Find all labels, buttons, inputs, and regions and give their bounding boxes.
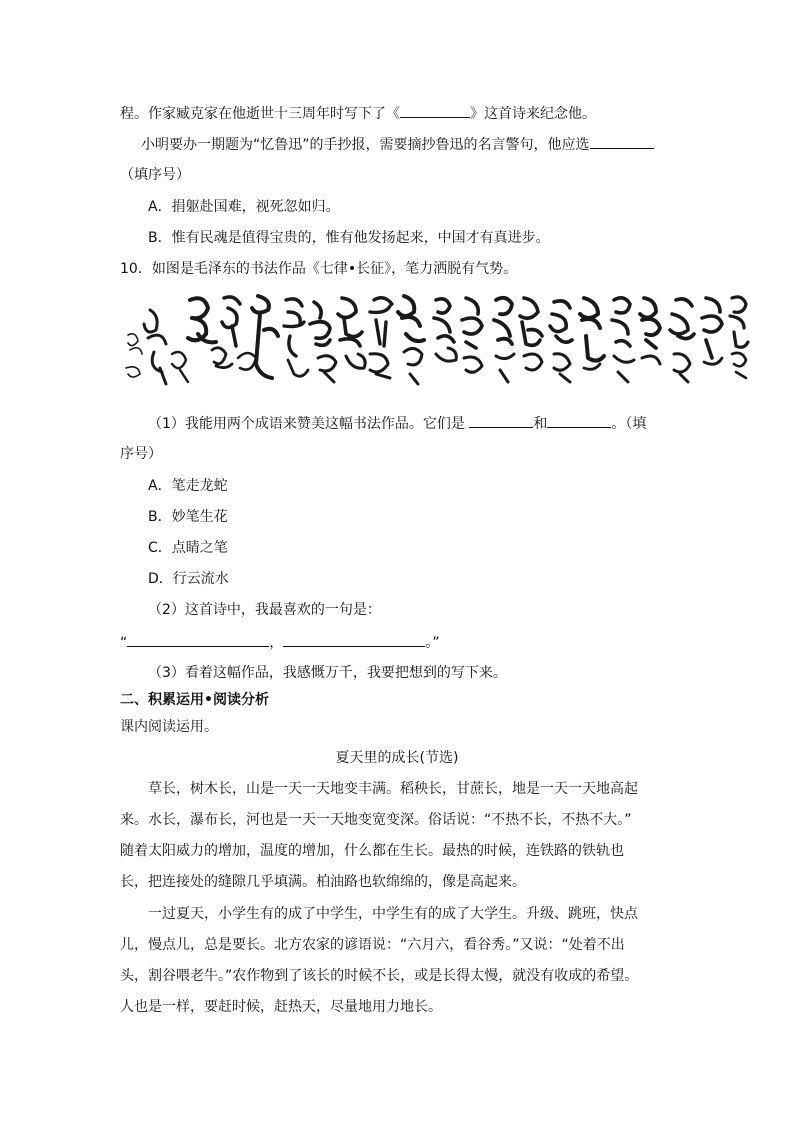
section-intro: 课内阅读运用。	[120, 719, 218, 735]
close-quote: 。”	[425, 635, 440, 651]
passage-line: 长，把连接处的缝隙几乎填满。柏油路也软绵绵的，像是高起来。	[120, 874, 526, 890]
q9-line2	[141, 134, 654, 155]
answer-blank-2[interactable]	[547, 413, 611, 428]
passage-line: 草长，树木长，山是一天一天地变丰满。稻秧长，甘蔗长，地是一天一天地高起	[148, 781, 638, 797]
q9-option-a: A．捐躯赴国难，视死忽如归。	[148, 199, 340, 215]
q9-option-b: B．惟有民魂是值得宝贵的，惟有他发扬起来，中国才有真进步。	[148, 230, 550, 246]
passage-line: 头，割谷喂老牛。”农作物到了该长的时候不长，或是长得太慢，就没有收成的希望。	[120, 968, 639, 984]
calligraphy-image	[120, 290, 756, 395]
passage-line: 来。水长，瀑布长，河也是一天一天地变宽变深。俗话说：“不热不长，不热不大。”	[120, 812, 632, 828]
passage-line: 随着太阳威力的增加，温度的增加，什么都在生长。最热的时候，连铁路的铁轨也	[120, 843, 624, 859]
q10-option-a: A．笔走龙蛇	[148, 478, 228, 494]
passage-line: 人也是一样，要赶时候，赶热天，尽量地用力地长。	[120, 999, 442, 1015]
passage-title: 夏天里的成长(节选)	[335, 750, 459, 766]
answer-blank-3[interactable]	[127, 632, 269, 647]
answer-blank[interactable]	[590, 134, 654, 149]
q10-sub1-tail: 。（填	[611, 416, 647, 432]
calligraphy-artwork	[120, 290, 756, 395]
q10-sub3: （3）看着这幅作品，我感慨万千，我要把想到的写下来。	[148, 665, 507, 681]
q9-line1	[120, 103, 596, 124]
passage-line: 一过夏天，小学生有的成了中学生，中学生有的成了大学生。升级、跳班，快点	[148, 906, 638, 922]
q10-sub2: （2）这首诗中，我最喜欢的一句是：	[148, 602, 381, 618]
answer-blank[interactable]	[400, 103, 470, 118]
q10-option-c: C．点睛之笔	[148, 540, 228, 556]
section-heading: 二、积累运用•阅读分析	[120, 692, 269, 708]
q9-line1-tail: 》这首诗来纪念他。	[470, 106, 596, 122]
comma: ，	[269, 635, 284, 651]
q9-line3: （填序号）	[120, 167, 190, 183]
q10-sub1-cont: 序号）	[120, 446, 162, 462]
q10-sub2-answer	[120, 632, 440, 653]
q10-sub1	[148, 413, 646, 434]
answer-blank-4[interactable]	[283, 632, 425, 647]
answer-blank-1[interactable]	[469, 413, 533, 428]
q9-line2-text: 小明要办一期题为“忆鲁迅”的手抄报，需要摘抄鲁迅的名言警句，他应选	[141, 137, 590, 153]
open-quote: “	[120, 635, 128, 651]
q10-sub1-and: 和	[533, 416, 548, 432]
q9-line1-text: 程。作家臧克家在他逝世十三周年时写下了《	[120, 106, 400, 122]
q10-sub1-text: （1）我能用两个成语来赞美这幅书法作品。它们是	[148, 416, 465, 432]
passage-line: 儿，慢点儿，总是要长。北方农家的谚语说：“六月六，看谷秀。”又说：“处着不出	[120, 937, 625, 953]
q10-stem: 10．如图是毛泽东的书法作品《七律•长征》，笔力洒脱有气势。	[120, 261, 518, 277]
q10-option-b: B．妙笔生花	[148, 509, 228, 525]
q10-option-d: D．行云流水	[148, 571, 229, 587]
